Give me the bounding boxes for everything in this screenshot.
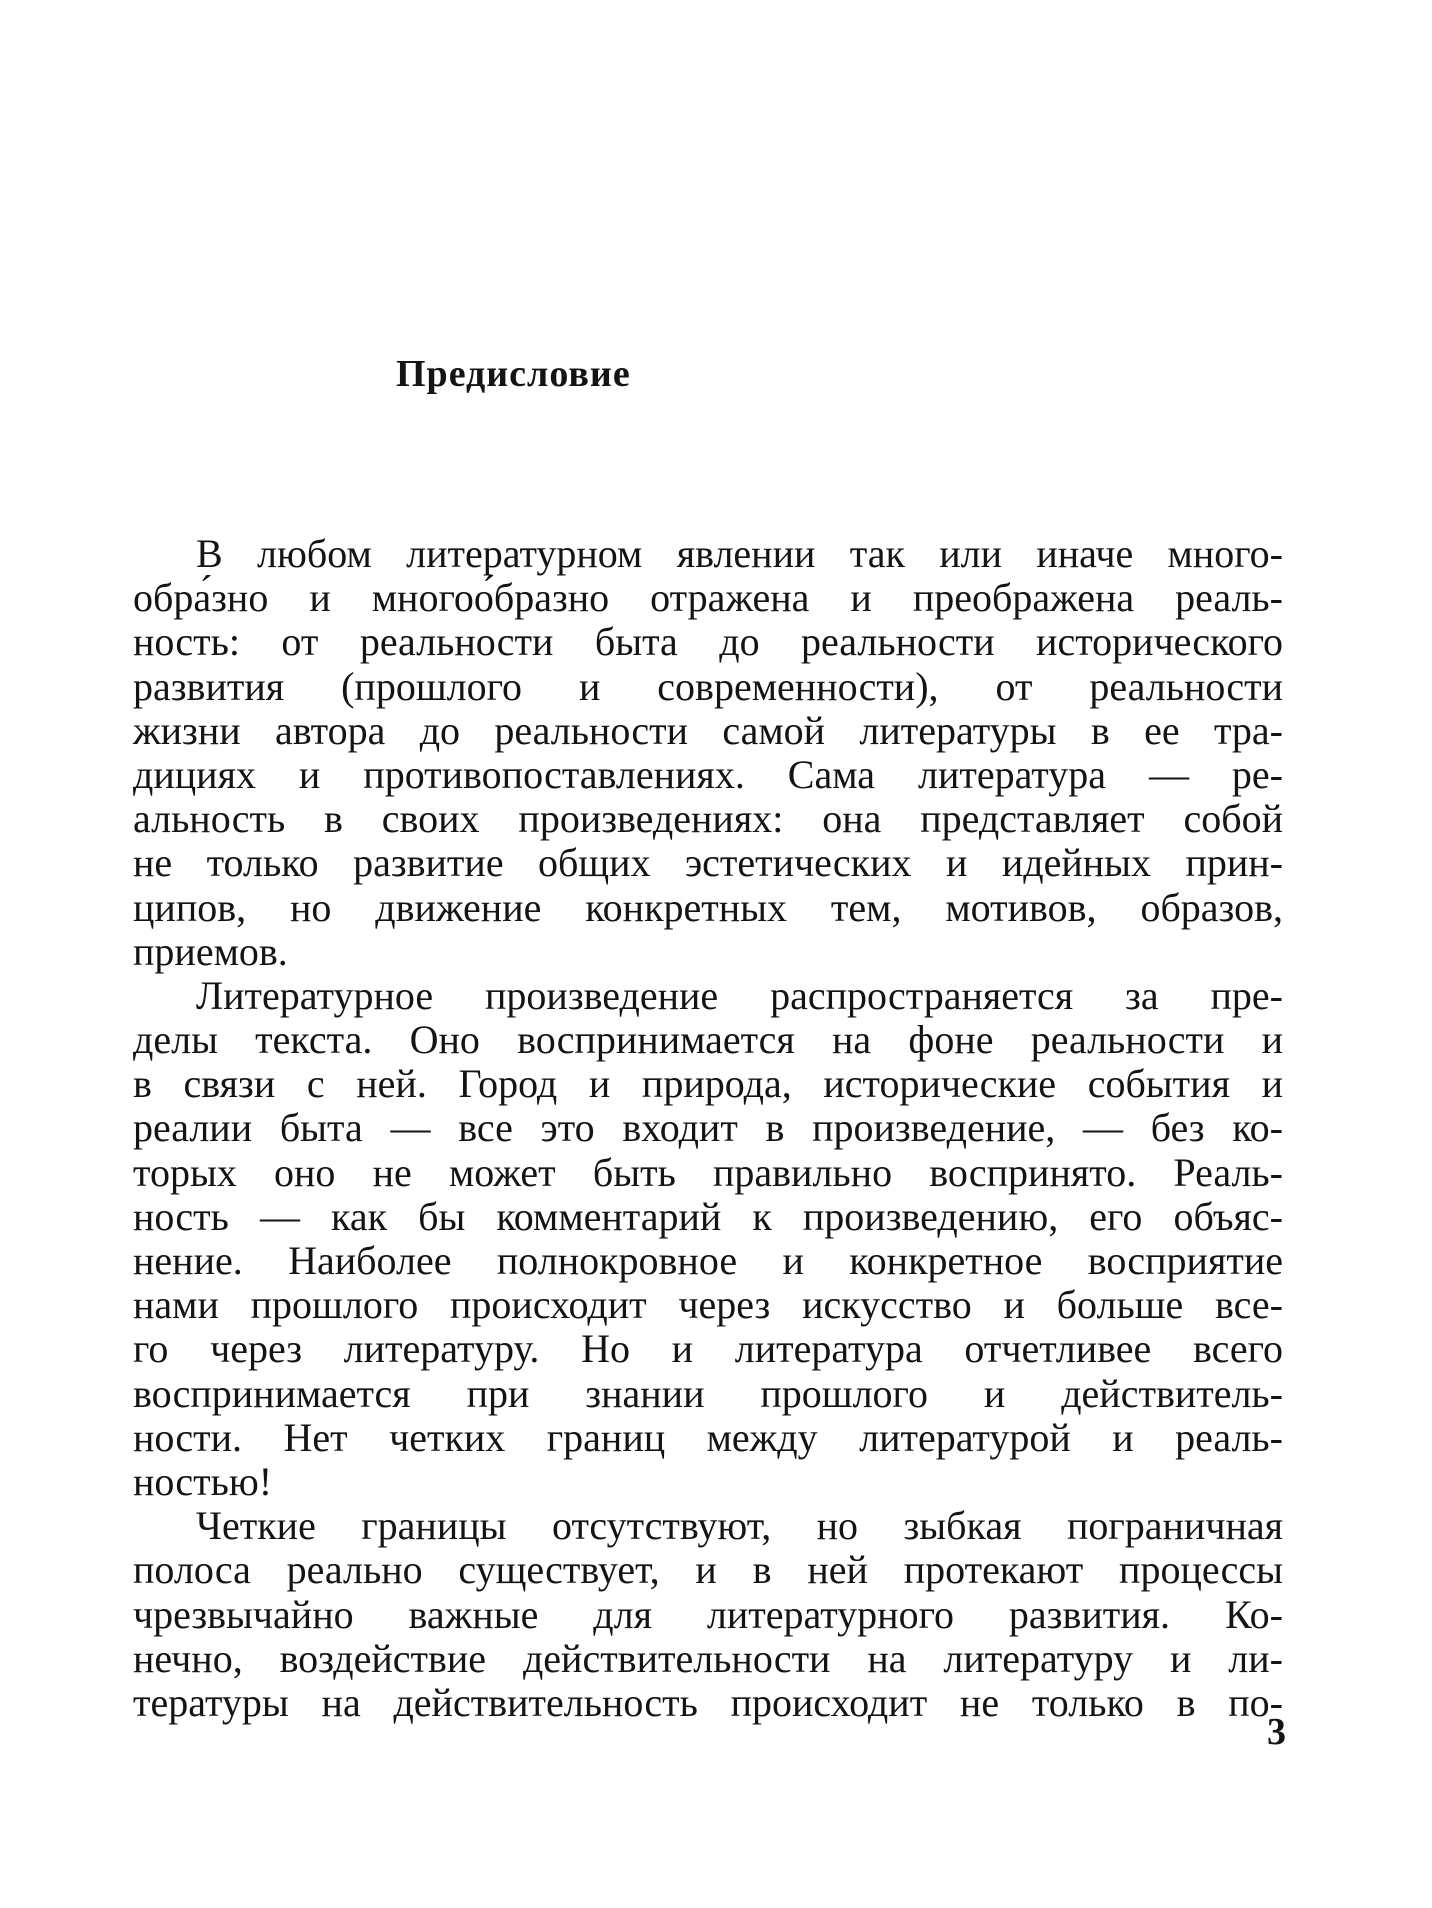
text-line: В любом литературном явлении так или иначе много- bbox=[196, 531, 1283, 576]
paragraph-2 bbox=[133, 974, 1283, 1504]
text-line: го через литературу. Но и литература отчетливее всего bbox=[133, 1326, 1283, 1372]
text-line: Четкие границы отсутствуют, но зыбкая пограничная bbox=[196, 1503, 1283, 1549]
text-line: нечно, воздействие действительности на литературу и ли- bbox=[133, 1635, 1283, 1681]
text-line: развития (прошлого и современности), от реальности bbox=[133, 663, 1283, 709]
paragraph-3 bbox=[133, 1504, 1283, 1725]
text-line: ность: от реальности быта до реальности исторического bbox=[133, 619, 1283, 665]
text-line: обра́зно и многоо́бразно отражена и преображена реаль- bbox=[133, 575, 1283, 621]
text-line: приемов. bbox=[133, 928, 288, 974]
text-line: не только развитие общих эстетических и идейных прин- bbox=[133, 840, 1283, 886]
text-line: воспринимается при знании прошлого и действитель- bbox=[133, 1370, 1283, 1416]
chapter-title: Предисловие bbox=[396, 353, 631, 395]
text-line: ципов, но движение конкретных тем, мотивов, образов, bbox=[133, 884, 1283, 930]
text-line: ность — как бы комментарий к произведению, его объяс- bbox=[133, 1193, 1283, 1239]
text-line: ности. Нет четких границ между литературой и реаль- bbox=[133, 1414, 1283, 1460]
text-line: чрезвычайно важные для литературного развития. Ко- bbox=[133, 1591, 1283, 1637]
text-line: торых оно не может быть правильно воспринято. Реаль- bbox=[133, 1149, 1283, 1195]
text-line: Литературное произведение распространяется за пре- bbox=[196, 972, 1283, 1018]
body-text bbox=[133, 532, 1283, 1725]
text-line: ностью! bbox=[133, 1458, 273, 1504]
text-line: дициях и противопоставлениях. Сама литература — ре- bbox=[133, 751, 1283, 797]
text-line: тературы на действительность происходит не только в по- bbox=[133, 1679, 1283, 1725]
text-line: делы текста. Оно воспринимается на фоне реальности и bbox=[133, 1017, 1283, 1063]
text-line: жизни автора до реальности самой литературы в ее тра- bbox=[133, 707, 1283, 753]
text-line: нами прошлого происходит через искусство и больше все- bbox=[133, 1282, 1283, 1328]
text-line: нение. Наиболее полнокровное и конкретное восприятие bbox=[133, 1238, 1283, 1283]
text-line: в связи с ней. Город и природа, исторические события и bbox=[133, 1061, 1283, 1107]
page-number: 3 bbox=[1267, 1711, 1286, 1753]
text-line: альность в своих произведениях: она представляет собой bbox=[133, 796, 1283, 842]
paragraph-1 bbox=[133, 532, 1283, 974]
text-line: реалии быта — все это входит в произведение, — без ко- bbox=[133, 1105, 1283, 1151]
text-line: полоса реально существует, и в ней протекают процессы bbox=[133, 1547, 1283, 1593]
